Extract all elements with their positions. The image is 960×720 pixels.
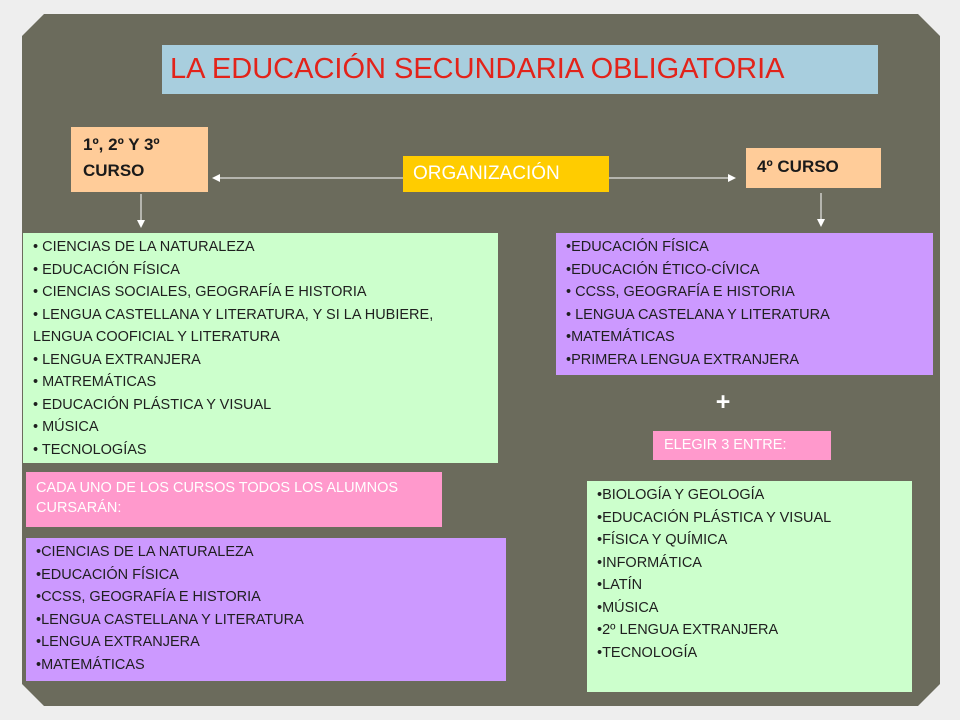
each-course-note: CADA UNO DE LOS CURSOS TODOS LOS ALUMNOS CURSARÁN: <box>26 472 442 527</box>
list-item: • CCSS, GEOGRAFÍA E HISTORIA <box>566 284 795 300</box>
list-item: •PRIMERA LENGUA EXTRANJERA <box>566 351 800 368</box>
list-item: • LENGUA EXTRANJERA <box>33 351 201 368</box>
slide-title: LA EDUCACIÓN SECUNDARIA OBLIGATORIA <box>162 45 878 94</box>
course-4-box: 4º CURSO <box>746 148 881 188</box>
list-item: • EDUCACIÓN PLÁSTICA Y VISUAL <box>33 396 272 413</box>
list-item: •INFORMÁTICA <box>597 554 702 571</box>
list-item: • CIENCIAS DE LA NATURALEZA <box>33 239 255 255</box>
list-item: •LENGUA EXTRANJERA <box>36 634 200 650</box>
list-item: • MÚSICA <box>33 419 99 435</box>
list-item: •EDUCACIÓN FÍSICA <box>36 566 179 583</box>
list-item: •MATEMÁTICAS <box>36 656 145 673</box>
list-item: •EDUCACIÓN PLÁSTICA Y VISUAL <box>597 509 832 526</box>
list-item: •CCSS, GEOGRAFÍA E HISTORIA <box>36 589 261 605</box>
list-item: •TECNOLOGÍA <box>597 644 698 661</box>
course-1-3-box: 1º, 2º Y 3º CURSO <box>71 127 208 192</box>
list-item: •EDUCACIÓN ÉTICO-CÍVICA <box>566 261 760 278</box>
list-item: • EDUCACIÓN FÍSICA <box>33 261 180 278</box>
list-item: •FÍSICA Y QUÍMICA <box>597 532 728 548</box>
list-item: • LENGUA CASTELANA Y LITERATURA <box>566 306 830 323</box>
list-item: • MATREMÁTICAS <box>33 374 157 390</box>
subjects-4-list <box>556 233 933 375</box>
list-item: •CIENCIAS DE LA NATURALEZA <box>36 544 254 560</box>
list-item: •MÚSICA <box>597 599 659 616</box>
list-item: •MATEMÁTICAS <box>566 329 675 345</box>
subjects-each-course-list <box>26 538 506 681</box>
list-item: •2º LENGUA EXTRANJERA <box>597 622 779 638</box>
list-item: •EDUCACIÓN FÍSICA <box>566 239 709 255</box>
list-item: •LENGUA CASTELLANA Y LITERATURA <box>36 611 304 628</box>
list-item: • TECNOLOGÍAS <box>33 441 147 458</box>
subjects-1-3-list <box>23 233 498 463</box>
list-item: • CIENCIAS SOCIALES, GEOGRAFÍA E HISTORIA <box>33 284 367 300</box>
organization-box: ORGANIZACIÓN <box>403 156 609 192</box>
plus-sign: + <box>715 388 731 416</box>
list-item: •BIOLOGÍA Y GEOLOGÍA <box>597 487 765 503</box>
electives-4-list <box>587 481 912 692</box>
list-item: •LATÍN <box>597 577 643 593</box>
choose-label: ELEGIR 3 ENTRE: <box>653 431 831 460</box>
list-item: • LENGUA CASTELLANA Y LITERATURA, Y SI LA HUBIERE, LENGUA COOFICIAL Y LITERATURA <box>33 306 434 345</box>
